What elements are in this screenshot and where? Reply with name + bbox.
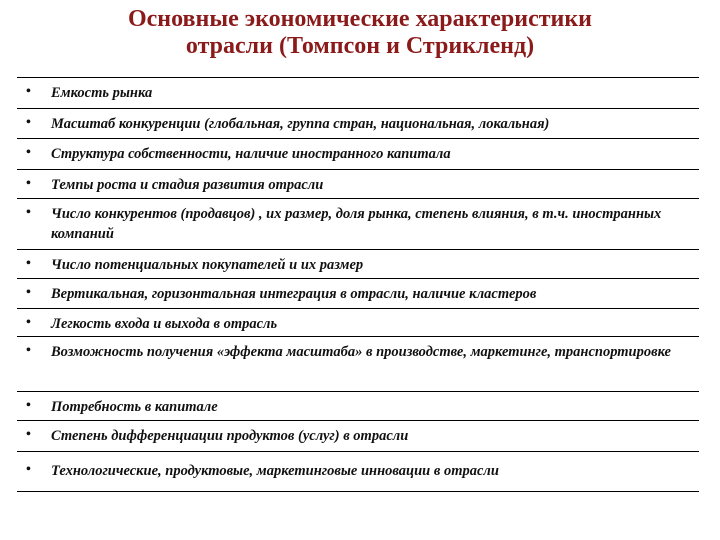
list-item-text: Степень дифференциации продуктов (услуг) в отрасли [51,428,409,444]
list-item [17,391,699,420]
bullet-icon: • [26,343,31,358]
bullet-icon: • [26,462,31,477]
list-item [17,278,699,308]
list-item [17,169,699,198]
bullet-icon: • [26,176,31,191]
list-item-text: Число потенциальных покупателей и их размер [51,257,364,273]
bullet-icon: • [26,398,31,413]
list-item-text: Темпы роста и стадия развития отрасли [51,177,324,193]
list-item [17,451,699,491]
list-item [17,108,699,138]
list-item-text: Масштаб конкуренции (глобальная, группа стран, национальная, локальная) [51,116,550,132]
bullet-icon: • [26,115,31,130]
list-item [17,336,699,391]
bullet-icon: • [26,427,31,442]
bullet-icon: • [26,315,31,330]
list-item-text: Структура собственности, наличие иностранного капитала [51,146,451,162]
list-item [17,138,699,169]
list-item-text: Емкость рынка [51,85,153,101]
characteristics-table [17,77,699,492]
bullet-icon: • [26,205,31,220]
page-title [0,6,720,60]
list-item [17,249,699,278]
bullet-icon: • [26,84,31,99]
list-item-text: Возможность получения «эффекта масштаба» в производстве, маркетинге, транспортировке [51,344,671,360]
title-line-1: Основные экономические характеристики [127,6,592,32]
list-item-text: Легкость входа и выхода в отрасль [51,316,278,332]
list-item [17,198,699,249]
bullet-icon: • [26,285,31,300]
title-line-2: отрасли (Томпсон и Стрикленд) [185,33,535,59]
list-item-text: Число конкурентов (продавцов) , их размер, доля рынка, степень влияния, в т.ч. иностранных компаний [51,206,662,242]
bullet-icon: • [26,256,31,271]
list-item-text: Потребность в капитале [51,399,218,415]
list-item-text: Технологические, продуктовые, маркетинговые инновации в отрасли [51,463,499,479]
list-item-text: Вертикальная, горизонтальная интеграция в отрасли, наличие кластеров [51,286,537,302]
list-item [17,308,699,336]
bullet-icon: • [26,145,31,160]
list-item [17,420,699,451]
list-item [17,78,699,108]
